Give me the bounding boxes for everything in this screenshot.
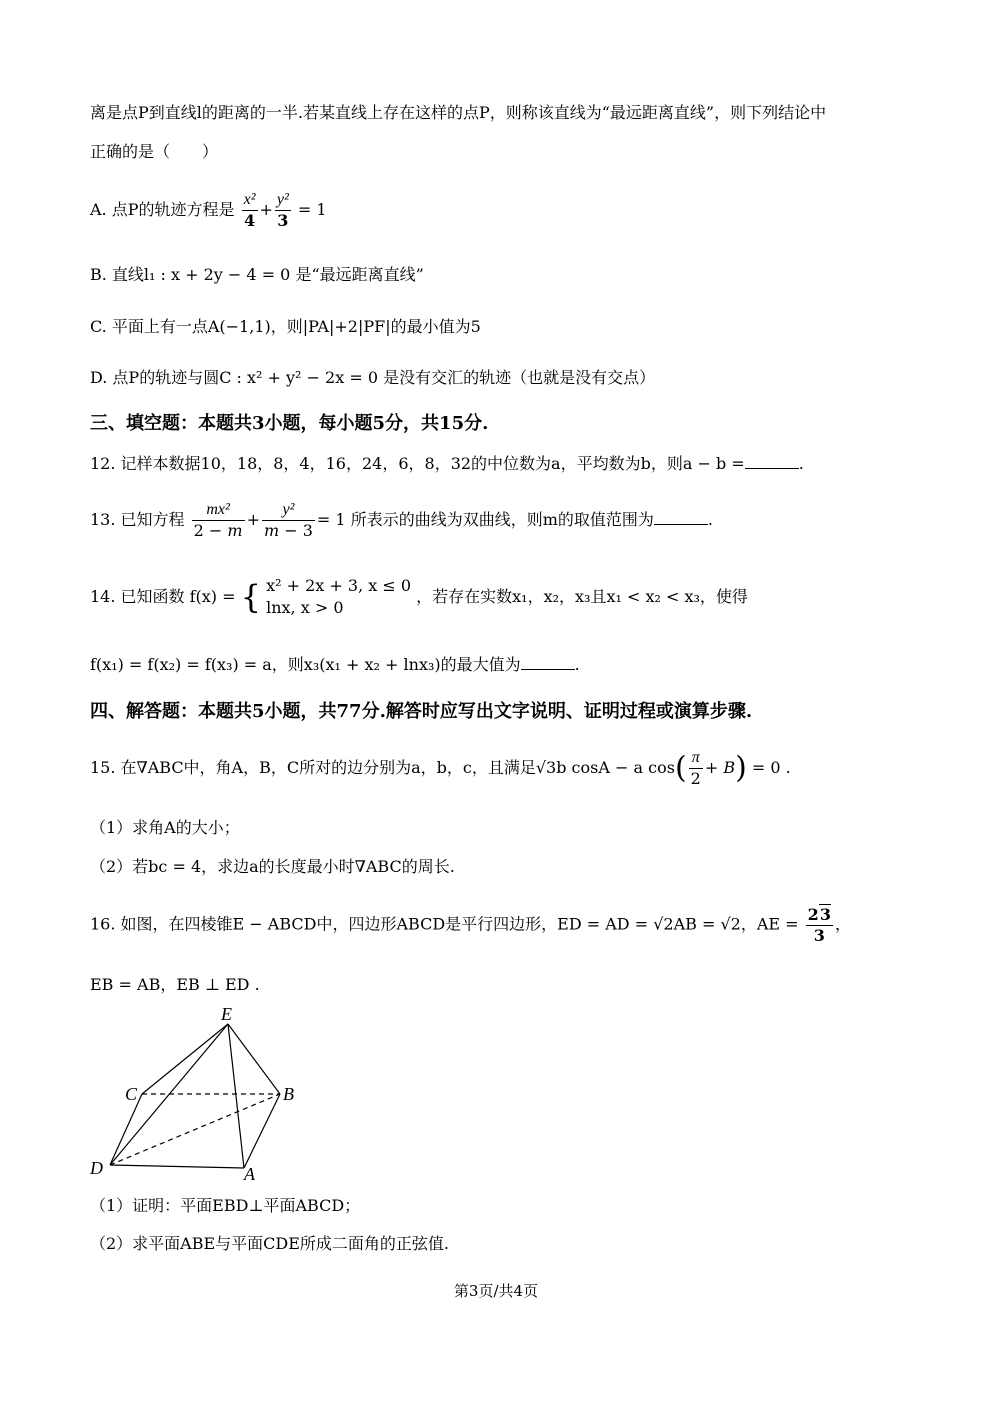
answer-blank	[654, 510, 708, 525]
question-14-pre: 14. 已知函数 f(x) =	[90, 587, 236, 606]
edge-EB	[228, 1024, 280, 1094]
option-a: A. 点P的轨迹方程是 $\frac{\text{x²}}{4}$ + $\frac{\text{y²}}{3}$ = 1	[90, 191, 327, 230]
answer-blank	[521, 655, 575, 670]
question-14-post: ，若存在实数x₁，x₂，x₃且x₁ < x₂ < x₃，使得	[416, 587, 748, 606]
intro-line-2: 正确的是（ ）	[90, 142, 219, 161]
question-14-line-2: f(x₁) = f(x₂) = f(x₃) = a，则x₃(x₁ + x₂ + lnx₃)的最大值为 .	[90, 655, 580, 674]
intro-line-1: 离是点P到直线l的距离的一半.若某直线上存在这样的点P，则称该直线为“最远距离直线”，则下列结论中	[90, 103, 827, 122]
question-15: 15. 在∇ABC中，角A，B，C所对的边分别为a，b，c，且满足√3b cosA − a cos( $\frac{\pi}{2}$ + B) = 0 .	[90, 749, 791, 788]
question-12: 12. 记样本数据10，18，8，4，16，24，6，8，32的中位数为a，平均数为b，则a − b = .	[90, 454, 804, 473]
question-12-text: 12. 记样本数据10，18，8，4，16，24，6，8，32的中位数为a，平均数为b，则a − b =	[90, 454, 745, 473]
paren-close: )	[735, 750, 747, 786]
question-14	[90, 575, 748, 625]
edge-AB	[244, 1094, 280, 1168]
fraction-2sqrt3-over-3: $\frac{23}{3}$	[807, 905, 831, 945]
question-16-line-2: EB = AB，EB ⊥ ED .	[90, 975, 260, 994]
question-13: 13. 已知方程 $\frac{\text{mx²}}{2 - m}$ + $\frac{\text{y²}}{m - 3}$ = 1 所表示的曲线为双曲线，则m的取值范围为 .	[90, 501, 713, 540]
question-16-part-1: （1）证明：平面EBD⊥平面ABCD；	[90, 1196, 361, 1215]
label-E: E	[221, 1004, 232, 1024]
fraction-pi-over-2: $\frac{\pi}{2}$	[690, 749, 701, 788]
question-15-pre: 15. 在∇ABC中，角A，B，C所对的边分别为a，b，c，且满足√3b cosA − a cos	[90, 758, 675, 777]
fraction-x2-over-4: $\frac{\text{x²}}{4}$	[243, 191, 256, 230]
edge-DA	[110, 1165, 244, 1168]
question-15-part-1: （1）求角A的大小；	[90, 818, 240, 837]
section-4-heading: 四、解答题：本题共5小题，共77分.解答时应写出文字说明、证明过程或演算步骤.	[90, 701, 753, 722]
edge-DB-hidden	[110, 1094, 280, 1165]
question-15-part-2: （2）若bc = 4，求边a的长度最小时∇ABC的周长.	[90, 857, 455, 876]
question-13-post: 所表示的曲线为双曲线，则m的取值范围为	[350, 510, 654, 529]
option-c: C. 平面上有一点A(−1,1)，则|PA|+2|PF|的最小值为5	[90, 317, 481, 336]
question-15-post: = 0 .	[751, 758, 791, 777]
answer-blank	[745, 454, 799, 469]
label-D: D	[90, 1158, 103, 1178]
question-16-pre: 16. 如图，在四棱锥E − ABCD中，四边形ABCD是平行四边形，ED = AD = √2AB = √2，AE =	[90, 914, 799, 934]
label-C: C	[125, 1084, 138, 1104]
option-a-text: A. 点P的轨迹方程是	[90, 200, 235, 219]
paren-open: (	[674, 750, 687, 786]
pyramid-figure	[86, 1000, 316, 1190]
question-16-part-2: （2）求平面ABE与平面CDE所成二面角的正弦值.	[90, 1234, 450, 1253]
question-14-line-2-text: f(x₁) = f(x₂) = f(x₃) = a，则x₃(x₁ + x₂ + lnx₃)的最大值为	[90, 655, 521, 674]
label-B: B	[283, 1084, 294, 1104]
brace: {	[240, 578, 261, 616]
label-A: A	[244, 1164, 255, 1184]
piecewise-case-1: x² + 2x + 3, x ≤ 0	[266, 576, 412, 595]
question-13-pre: 13. 已知方程	[90, 510, 185, 529]
edge-CD	[110, 1094, 142, 1165]
fraction-y2-over-m-3: $\frac{\text{y²}}{m - 3}$	[263, 501, 313, 540]
fraction-y2-over-3: $\frac{\text{y²}}{3}$	[276, 191, 289, 230]
section-3-heading: 三、填空题：本题共3小题，每小题5分，共15分.	[90, 413, 489, 434]
piecewise-cases	[266, 575, 411, 619]
fraction-mx2-over-2-m: $\frac{\text{mx²}}{2 - m}$	[193, 501, 243, 540]
option-a-tail: = 1	[297, 200, 327, 219]
edge-EA	[228, 1024, 244, 1168]
edge-EC	[142, 1024, 228, 1094]
piecewise-case-2: lnx, x > 0	[266, 598, 344, 617]
option-b: B. 直线l₁ : x + 2y − 4 = 0 是“最远距离直线”	[90, 265, 424, 284]
option-d: D. 点P的轨迹与圆C : x² + y² − 2x = 0 是没有交汇的轨迹（也就是没有交点）	[90, 368, 656, 387]
page-footer: 第3页/共4页	[453, 1282, 539, 1300]
question-16: 16. 如图，在四棱锥E − ABCD中，四边形ABCD是平行四边形，ED = AD = √2AB = √2，AE = $\frac{23}{3}$ ，	[90, 905, 851, 945]
